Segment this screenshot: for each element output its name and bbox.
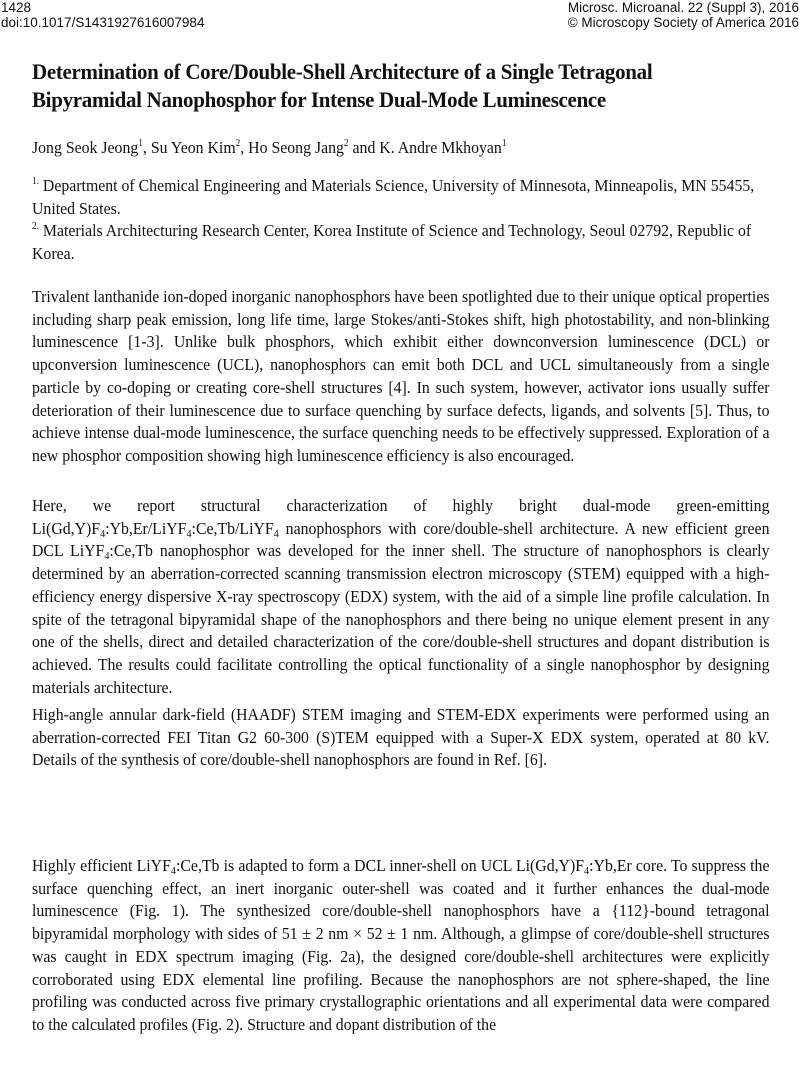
- author-name: K. Andre Mkhoyan: [379, 138, 502, 157]
- text-run: :Ce,Tb/LiYF: [191, 518, 274, 538]
- subscript: 4: [186, 527, 192, 540]
- article-body: [32, 58, 770, 1034]
- author-separator: ,: [240, 138, 249, 157]
- author-name: Su Yeon Kim: [150, 138, 236, 157]
- page-number: 1428: [1, 0, 32, 15]
- author-separator: and: [348, 138, 380, 157]
- journal-citation: Microsc. Microanal. 22 (Suppl 3), 2016: [567, 0, 799, 15]
- author-separator: ,: [142, 138, 151, 157]
- header-right: [568, 0, 799, 30]
- paragraph-results: [32, 855, 769, 1037]
- author-affiliation-marker: 2: [235, 138, 241, 149]
- paragraph-methods: High-angle annular dark-field (HAADF) STEM imaging and STEM-EDX experiments were performed using an aberration-corrected FEI Titan G2 60-300 (S)TEM equipped with a Super-X EDX system, operated at 80 kV. Details of the synthesis of core/double-shell nanophosphors are found in Ref. [6].: [32, 705, 770, 770]
- subscript: 4: [170, 865, 176, 877]
- text-run: nanophosphors with core/double-shell architecture. A new efficient green DCL LiYF: [32, 518, 770, 561]
- article-title: Determination of Core/Double-Shell Architecture of a Single Tetragonal Bipyramidal Nanophosphor for Intense Dual-Mode Luminescence: [32, 59, 653, 112]
- copyright-notice: © Microscopy Society of America 2016: [567, 15, 799, 30]
- subscript: 4: [273, 527, 279, 540]
- text-run: :Ce,Tb is adapted to form a DCL inner-shell on UCL Li(Gd,Y)F: [175, 856, 585, 875]
- text-run: Highly efficient LiYF: [32, 856, 171, 875]
- affiliation-text: Department of Chemical Engineering and Materials Science, University of Minnesota, Minneapolis, MN 55455, United States.: [32, 176, 755, 218]
- paragraph-report: [32, 495, 769, 699]
- running-header: [0, 0, 800, 32]
- header-left: [1, 0, 204, 30]
- subscript: 4: [100, 527, 106, 540]
- affiliation-number: 1.: [32, 176, 39, 187]
- text-run: :Yb,Er core. To suppress the surface quenching effect, an inert inorganic outer-shell was coated and it further enhances the dual-mode luminescence (Fig. 1). The synthesized core/double-shell nanophosphors have a {112}-bound tetragonal bipyramidal morphology with sides of 51 ± 2 nm × 52 ± 1 nm. Although, a glimpse of core/double-shell structures was caught in EDX spectrum imaging (Fig. 2a), the designed core/double-shell architectures were explicitly corroborated using EDX elemental line profiling. Because the nanophosphors are not sphere-shaped, the line profiling was conducted across five primary crystallographic orientations and all experimental data were compared to the calculated profiles (Fig. 2). Structure and dopant distribution of the: [32, 856, 770, 1034]
- text-run: Here, we report structural characterization of highly bright dual-mode green-emitting Li(Gd,Y)F: [32, 496, 770, 538]
- text-run: :Ce,Tb nanophosphor was developed for the inner shell. The structure of nanophosphors is clearly determined by an aberration-corrected scanning transmission electron microscopy (STEM) equipped with a high-efficiency energy dispersive X-ray spectroscopy (EDX) system, with the aid of a simple line profile calculation. In spite of the tetragonal bipyramidal shape of the nanophosphors and there being no unique element present in any one of the shells, direct and detailed characterization of the core/double-shell structures and dopant distribution is achieved. The results could facilitate controlling the optical functionality of a single nanophosphor by designing materials architecture.: [32, 541, 770, 697]
- affiliation-list: [32, 175, 771, 265]
- subscript: 4: [104, 550, 110, 563]
- affiliation-item: [32, 220, 771, 265]
- subscript: 4: [584, 865, 590, 877]
- author-list: [32, 137, 767, 159]
- paragraph-introduction: Trivalent lanthanide ion-doped inorganic nanophosphors have been spotlighted due to their unique optical properties including sharp peak emission, long life time, large Stokes/anti-Stokes shift, high photostability, and non-blinking luminescence [1-3]. Unlike bulk phosphors, which exhibit either downconversion luminescence (DCL) or upconversion luminescence (UCL), nanophosphors can emit both DCL and UCL simultaneously from a single particle by co-doping or creating core-shell structures [4]. In such system, however, activator ions usually suffer deterioration of their luminescence due to surface quenching by surface defects, ligands, and solvents [5]. Thus, to achieve intense dual-mode luminescence, the surface quenching needs to be effectively suppressed. Exploration of a new phosphor composition showing high luminescence efficiency is also encouraged.: [32, 287, 770, 465]
- text-run: :Yb,Er/LiYF: [105, 518, 187, 538]
- affiliation-number: 2.: [32, 221, 39, 232]
- author-name: Ho Seong Jang: [248, 138, 344, 157]
- affiliation-text: Materials Architecturing Research Center, Korea Institute of Science and Technology, Seoul 02792, Republic of Korea.: [32, 221, 752, 263]
- author-name: Jong Seok Jeong: [32, 138, 139, 157]
- affiliation-item: [32, 175, 771, 220]
- author-affiliation-marker: 2: [343, 138, 349, 149]
- doi: doi:10.1017/S1431927616007984: [1, 15, 205, 30]
- author-affiliation-marker: 1: [138, 138, 143, 149]
- author-affiliation-marker: 1: [501, 138, 507, 149]
